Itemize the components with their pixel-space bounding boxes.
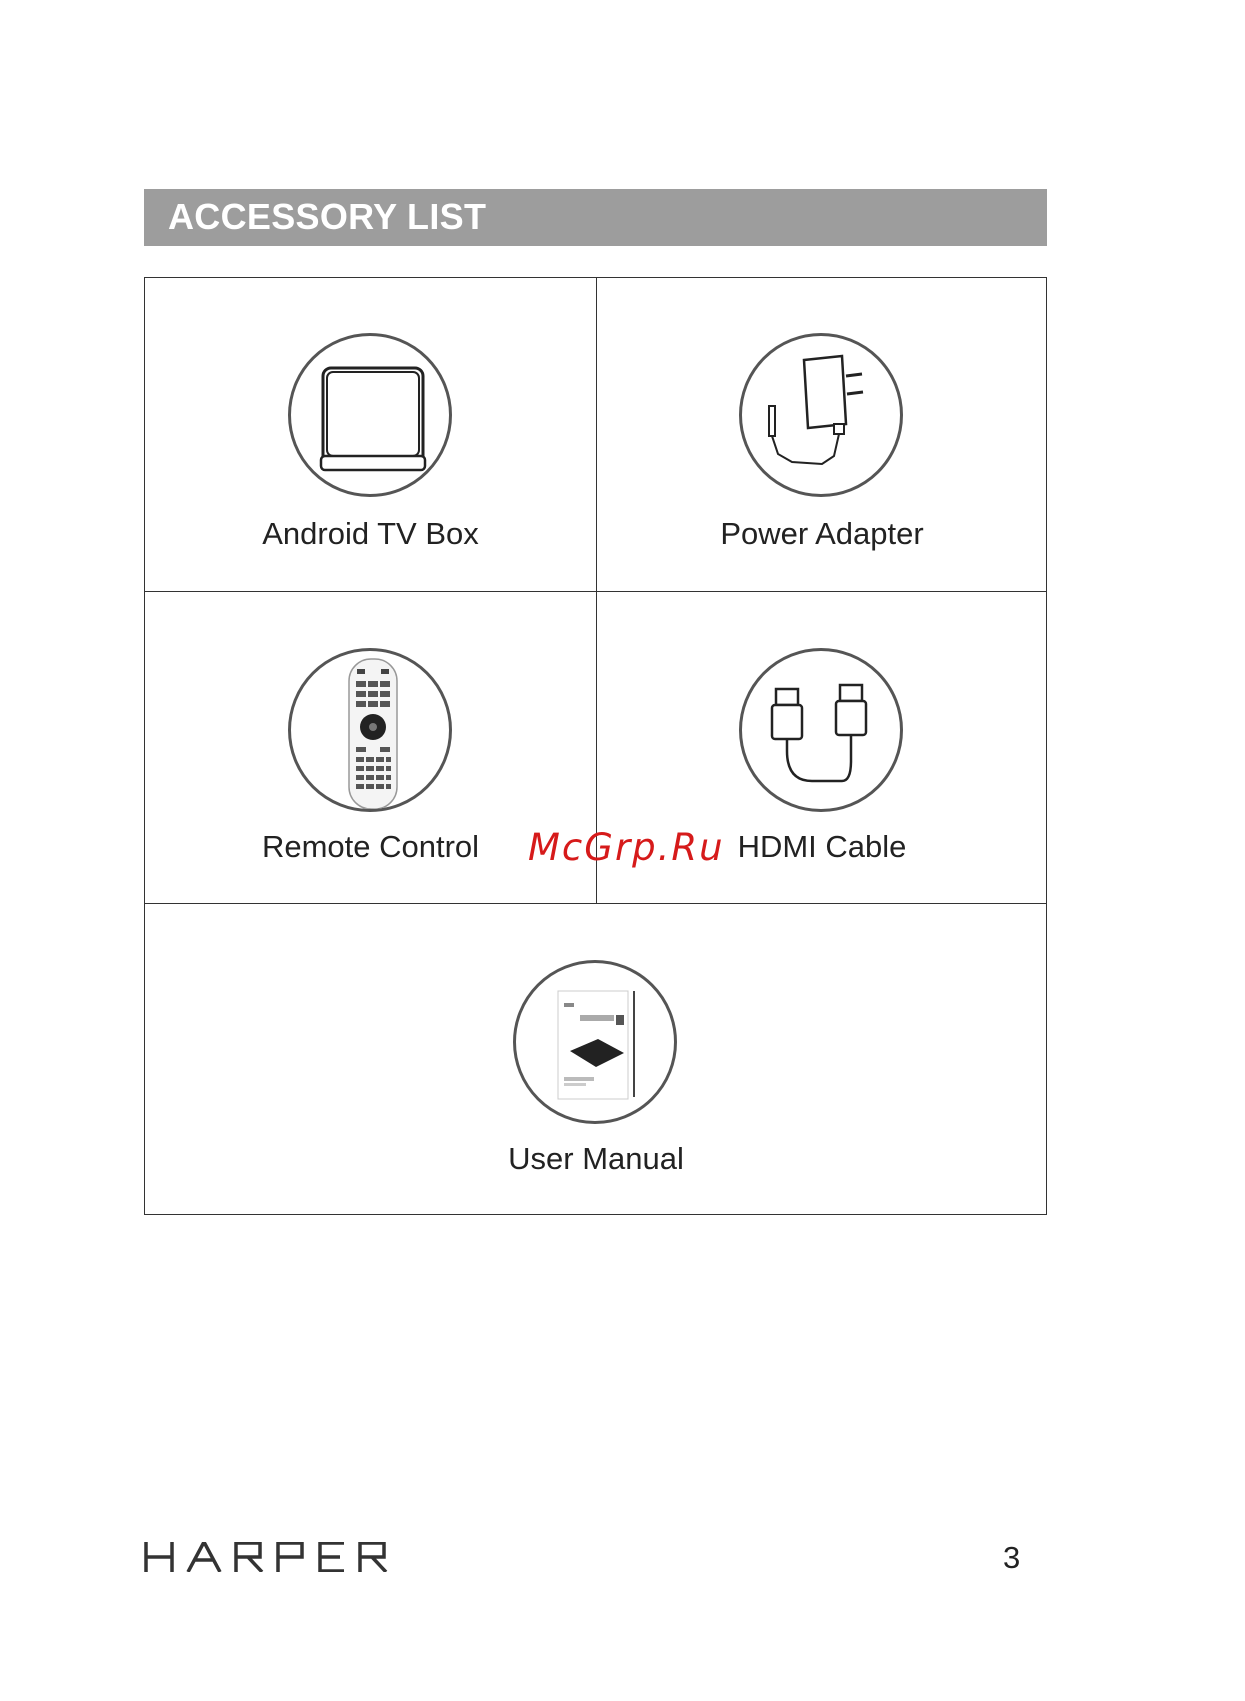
- accessory-cell-user-manual: [145, 904, 1047, 1215]
- item-label: Remote Control: [261, 829, 480, 864]
- accessory-cell-power-adapter: [597, 278, 1047, 591]
- accessory-table: [144, 277, 1047, 1215]
- item-label: User Manual: [508, 1141, 684, 1176]
- user-manual-icon: [513, 960, 677, 1124]
- item-label: Android TV Box: [262, 516, 479, 551]
- remote-control-icon: [288, 648, 452, 812]
- watermark-text: McGrp.Ru: [528, 826, 725, 869]
- harper-logo-graphic: [144, 1542, 394, 1572]
- section-header-bar: [144, 189, 1047, 246]
- harper-logo: [144, 1542, 394, 1577]
- item-label: HDMI Cable: [737, 829, 907, 864]
- power-adapter-icon: [739, 333, 903, 497]
- page-number: 3: [1003, 1540, 1021, 1575]
- hdmi-cable-icon: [739, 648, 903, 812]
- accessory-cell-tv-box: [145, 278, 596, 591]
- section-title: ACCESSORY LIST: [168, 196, 487, 237]
- tv-box-icon: [288, 333, 452, 497]
- item-label: Power Adapter: [720, 516, 924, 551]
